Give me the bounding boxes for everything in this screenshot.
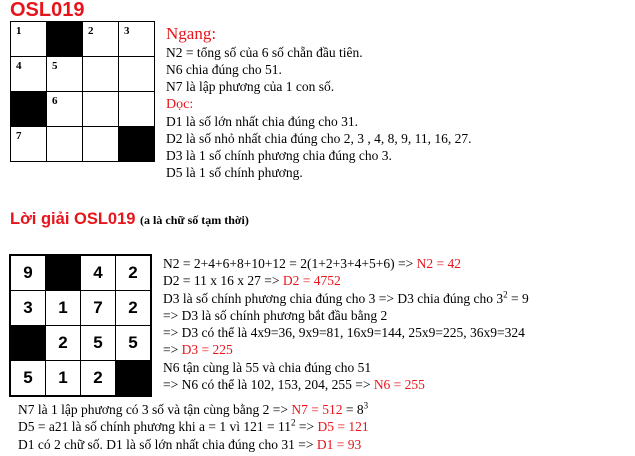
grid-cell-black <box>119 127 155 162</box>
cell-number: 2 <box>88 25 94 37</box>
solution-cell: 5 <box>10 361 46 397</box>
grid-cell <box>83 92 119 127</box>
solution-cell: 7 <box>81 291 116 326</box>
down-header: Dọc: <box>166 96 194 112</box>
down-clue: D1 là số lớn nhất chia đúng cho 31. <box>166 113 358 129</box>
puzzle-title: OSL019 <box>10 0 85 21</box>
solution-steps <box>163 255 529 393</box>
across-clue: N6 chia đúng cho 51. <box>166 62 282 78</box>
solution-cell: 1 <box>46 361 81 397</box>
solution-cell: 2 <box>116 291 152 326</box>
cell-number: 6 <box>52 95 58 107</box>
down-clue: D5 là 1 số chính phương. <box>166 165 303 181</box>
cell-number: 7 <box>16 130 22 142</box>
solution-line: => D3 có thể là 4x9=36, 9x9=81, 16x9=144, 25x9=225, 36x9=324 <box>163 325 525 341</box>
solution-title <box>10 210 249 229</box>
solution-cell: 2 <box>116 255 152 291</box>
grid-cell <box>47 92 83 127</box>
solution-cell-black <box>116 361 152 397</box>
solution-line: D3 là số chính phương chia đúng cho 3 => D3 chia đúng cho $3^2 = 9$ <box>163 289 529 306</box>
grid-cell <box>11 22 47 57</box>
grid-cell-black <box>11 92 47 127</box>
cell-number: 4 <box>16 60 22 72</box>
grid-cell <box>83 57 119 92</box>
solution-cell: 5 <box>116 326 152 361</box>
solution-steps-bottom <box>18 401 369 453</box>
solution-line: => D3 = 225 <box>163 342 233 358</box>
grid-cell <box>83 127 119 162</box>
down-clue: D2 là số nhỏ nhất chia đúng cho 2, 3 , 4, 8, 9, 11, 16, 27. <box>166 130 472 146</box>
solution-cell: 2 <box>46 326 81 361</box>
grid-cell <box>83 22 119 57</box>
puzzle-grid <box>10 21 155 162</box>
solution-line: N7 là 1 lập phương có 3 số và tận cùng bằng $2 => N7 = 512 = 8^3$ <box>18 400 369 417</box>
cell-number: 5 <box>52 60 58 72</box>
solution-line: N2 = 2+4+6+8+10+12 = 2(1+2+3+4+5+6) => N2 = 42 <box>163 256 461 271</box>
solution-line: D2 = 11 x 16 x 27 => D2 = 4752 <box>163 273 341 289</box>
solution-cell: 3 <box>10 291 46 326</box>
grid-cell <box>119 92 155 127</box>
grid-cell <box>47 57 83 92</box>
clues-panel <box>166 24 471 181</box>
solution-cell: 5 <box>81 326 116 361</box>
solution-cell-black <box>46 255 81 291</box>
down-clue: D3 là 1 số chính phương chia đúng cho 3. <box>166 148 392 164</box>
grid-cell <box>11 127 47 162</box>
grid-cell <box>11 57 47 92</box>
cell-number: 3 <box>124 25 130 37</box>
solution-cell: 9 <box>10 255 46 291</box>
solution-note: (a là chữ số tạm thời) <box>140 213 249 227</box>
solution-cell: 4 <box>81 255 116 291</box>
solution-title-text: Lời giải OSL019 <box>10 210 136 228</box>
grid-cell <box>119 57 155 92</box>
grid-cell-black <box>47 22 83 57</box>
across-header: Ngang: <box>166 24 217 43</box>
solution-cell-black <box>10 326 46 361</box>
solution-grid <box>9 254 152 397</box>
cell-number: 1 <box>16 25 22 37</box>
solution-cell: 2 <box>81 361 116 397</box>
solution-line: N6 tận cùng là 55 và chia đúng cho 51 <box>163 359 372 375</box>
across-clue: N2 = tổng số của 6 số chẵn đầu tiên. <box>166 45 363 60</box>
across-clue: N7 là lập phương của 1 con số. <box>166 79 335 95</box>
solution-line: => N6 có thể là 102, 153, 204, 255 => N6 = 255 <box>163 377 425 393</box>
solution-line: D1 có 2 chữ số. D1 là số lớn nhất chia đúng cho 31 => D1 = 93 <box>18 436 362 452</box>
grid-cell <box>119 22 155 57</box>
solution-cell: 1 <box>46 291 81 326</box>
solution-line: D5 = a21 là số chính phương khi a = 1 vì $121 = 11^2 => D5 = 121$ <box>18 417 369 435</box>
grid-cell <box>47 127 83 162</box>
solution-line: => D3 là số chính phương bắt đầu bằng 2 <box>163 307 388 323</box>
